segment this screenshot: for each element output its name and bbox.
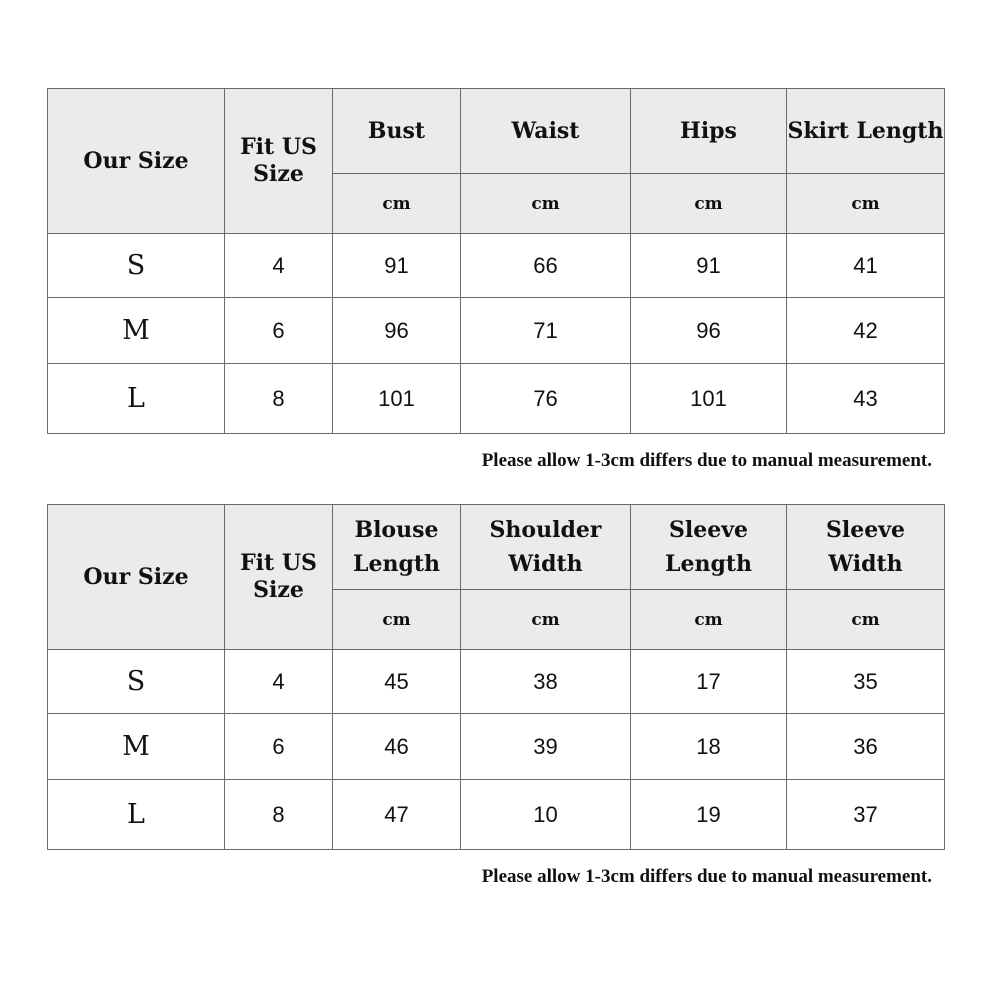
measurement-value: 91 — [631, 234, 787, 298]
unit-label: cm — [333, 174, 461, 234]
size-label: M — [48, 714, 225, 780]
header-shoulder-width: Shoulder Width — [461, 505, 631, 590]
unit-label: cm — [461, 174, 631, 234]
measurement-value: 66 — [461, 234, 631, 298]
header-our-size: Our Size — [48, 505, 225, 650]
measurement-value: 37 — [787, 780, 945, 850]
measurement-value: 17 — [631, 650, 787, 714]
size-label: L — [48, 364, 225, 434]
header-our-size: Our Size — [48, 89, 225, 234]
measurement-value: 18 — [631, 714, 787, 780]
us-size-value: 4 — [225, 234, 333, 298]
measurement-value: 35 — [787, 650, 945, 714]
us-size-value: 6 — [225, 298, 333, 364]
unit-label: cm — [787, 174, 945, 234]
measurement-value: 42 — [787, 298, 945, 364]
size-label: S — [48, 650, 225, 714]
measurement-value: 76 — [461, 364, 631, 434]
table-row — [48, 298, 945, 364]
unit-label: cm — [461, 590, 631, 650]
size-label: M — [48, 298, 225, 364]
table-row — [48, 780, 945, 850]
unit-label: cm — [631, 590, 787, 650]
header-waist: Waist — [461, 89, 631, 174]
table-row — [48, 234, 945, 298]
measurement-value: 71 — [461, 298, 631, 364]
header-sleeve-width: Sleeve Width — [787, 505, 945, 590]
measurement-value: 45 — [333, 650, 461, 714]
measurement-value: 91 — [333, 234, 461, 298]
us-size-value: 4 — [225, 650, 333, 714]
measurement-value: 96 — [333, 298, 461, 364]
measurement-value: 96 — [631, 298, 787, 364]
size-label: L — [48, 780, 225, 850]
measurement-value: 38 — [461, 650, 631, 714]
us-size-value: 8 — [225, 780, 333, 850]
table-row — [48, 364, 945, 434]
size-chart-table-blouse — [47, 504, 945, 850]
size-label: S — [48, 234, 225, 298]
unit-label: cm — [333, 590, 461, 650]
size-chart-table-dress — [47, 88, 945, 434]
measurement-value: 10 — [461, 780, 631, 850]
header-fit-us-size: Fit US Size — [225, 505, 333, 650]
measurement-note: Please allow 1-3cm differs due to manual measurement. — [481, 450, 932, 471]
header-bust: Bust — [333, 89, 461, 174]
header-sleeve-length: Sleeve Length — [631, 505, 787, 590]
unit-label: cm — [787, 590, 945, 650]
measurement-value: 46 — [333, 714, 461, 780]
measurement-value: 19 — [631, 780, 787, 850]
measurement-note: Please allow 1-3cm differs due to manual measurement. — [481, 866, 932, 887]
header-blouse-length: Blouse Length — [333, 505, 461, 590]
measurement-value: 36 — [787, 714, 945, 780]
measurement-value: 43 — [787, 364, 945, 434]
measurement-value: 39 — [461, 714, 631, 780]
header-fit-us-size: Fit US Size — [225, 89, 333, 234]
table-row — [48, 650, 945, 714]
us-size-value: 6 — [225, 714, 333, 780]
measurement-value: 47 — [333, 780, 461, 850]
measurement-value: 101 — [631, 364, 787, 434]
measurement-value: 101 — [333, 364, 461, 434]
unit-label: cm — [631, 174, 787, 234]
table-row — [48, 714, 945, 780]
header-hips: Hips — [631, 89, 787, 174]
header-skirt-length: Skirt Length — [787, 89, 945, 174]
us-size-value: 8 — [225, 364, 333, 434]
measurement-value: 41 — [787, 234, 945, 298]
